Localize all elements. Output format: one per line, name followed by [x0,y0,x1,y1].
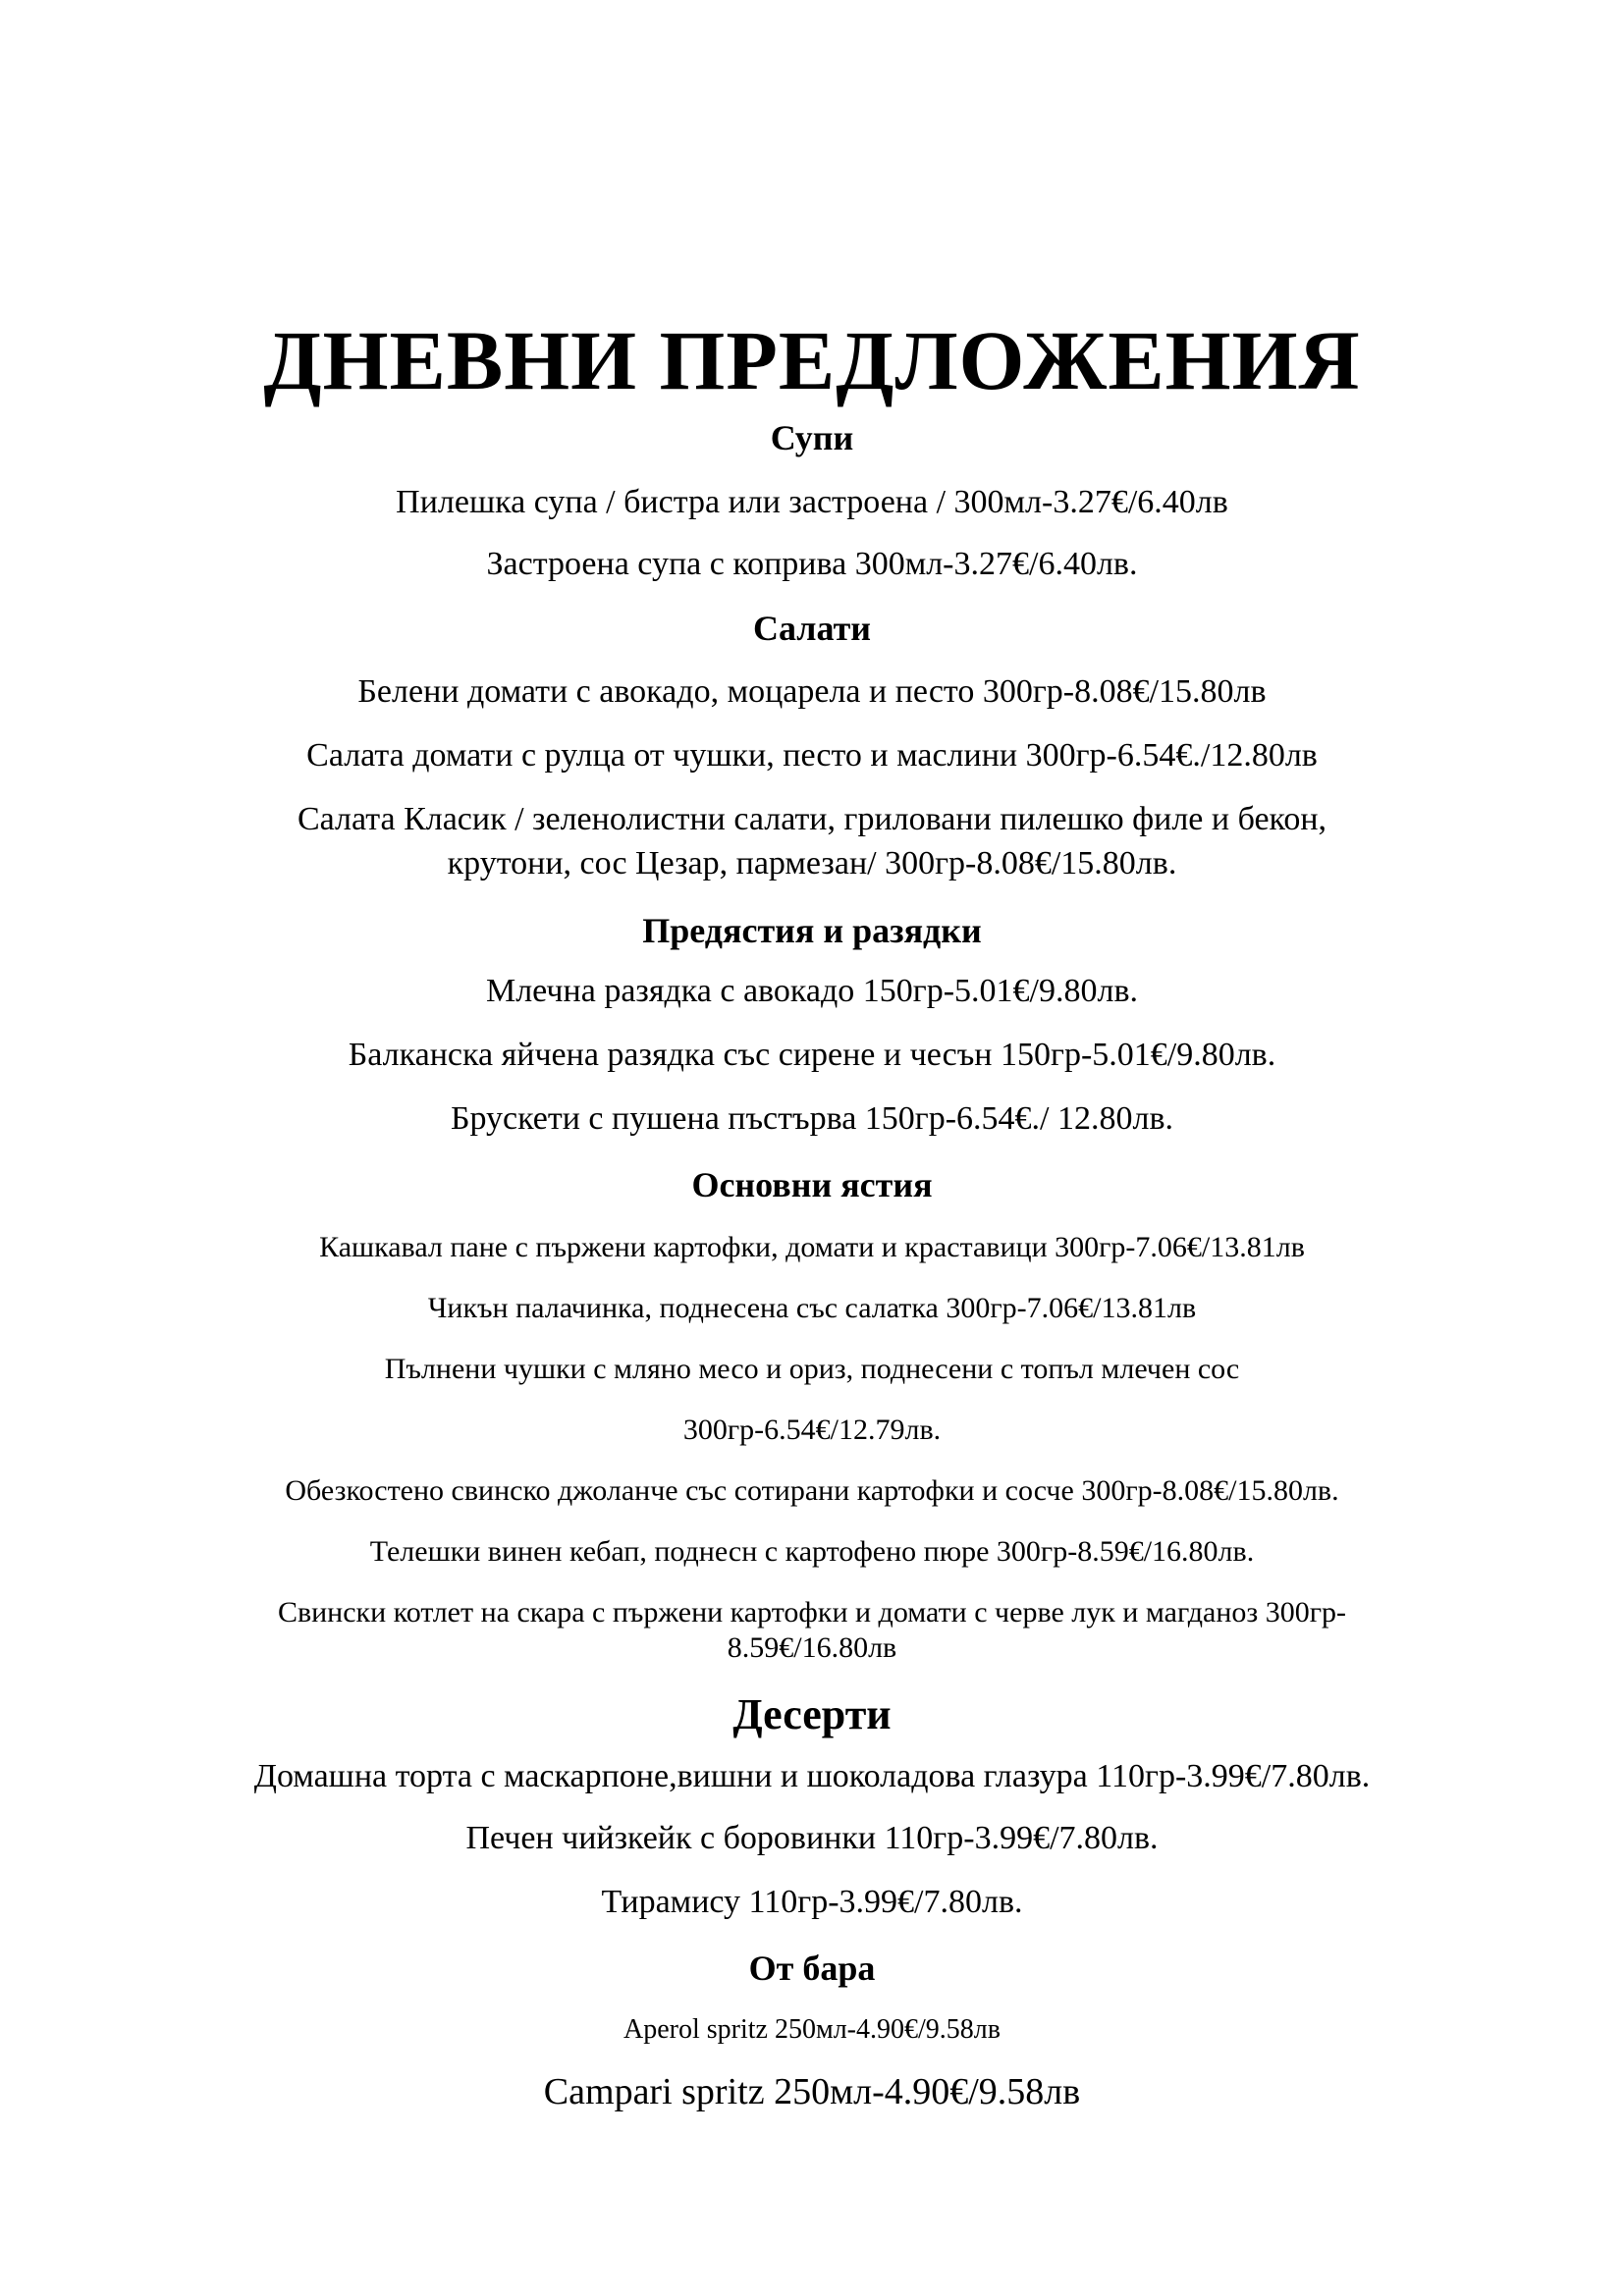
section-heading-starters: Предястия и разядки [642,911,982,950]
section-heading-mains: Основни ястия [691,1165,933,1204]
menu-item: Домашна торта с маскарпоне,вишни и шоколадова глазура 110гр-3.99€/7.80лв. [253,1758,1371,1794]
menu-item: Кашкавал пане с пържени картофки, домати и краставици 300гр-7.06€/13.81лв [319,1231,1305,1263]
menu-item: Белени домати с авокадо, моцарела и песто 300гр-8.08€/15.80лв [357,673,1267,710]
menu-item: Чикън палачинка, поднесена със салатка 300гр-7.06€/13.81лв [427,1292,1197,1324]
menu-item: Брускети с пушена пъстърва 150гр-6.54€./ 12.80лв. [450,1100,1174,1137]
menu-item: Campari spritz 250мл-4.90€/9.58лв [543,2071,1081,2112]
menu-item: Млечна разядка с авокадо 150гр-5.01€/9.80лв. [485,973,1138,1009]
menu-item: Печен чийзкейк с боровинки 110гр-3.99€/7.80лв. [465,1820,1159,1856]
menu-item: Телешки винен кебап, поднесн с картофено пюре 300гр-8.59€/16.80лв. [369,1535,1255,1568]
section-heading-desserts: Десерти [732,1690,892,1738]
menu-item: крутони, сос Цезар, пармезан/ 300гр-8.08€/15.80лв. [447,845,1177,881]
menu-item: Тирамису 110гр-3.99€/7.80лв. [601,1884,1023,1920]
menu-item: Пълнени чушки с мляно месо и ориз, поднесени с топъл млечен сос [384,1353,1240,1385]
page-title: ДНЕВНИ ПРЕДЛОЖЕНИЯ [263,313,1361,407]
menu-item: Пилешка супа / бистра или застроена / 300мл-3.27€/6.40лв [396,484,1228,520]
menu-item: 300гр-6.54€/12.79лв. [682,1414,942,1446]
menu-item: 8.59€/16.80лв [727,1631,897,1664]
menu-item: Обезкостено свинско джоланче със сотирани картофки и сосче 300гр-8.08€/15.80лв. [285,1474,1339,1507]
section-heading-soups: Супи [770,418,854,457]
section-heading-salads: Салати [752,609,871,648]
menu-item: Салата Класик / зеленолистни салати, гриловани пилешко филе и бекон, [297,801,1327,837]
menu-item: Застроена супа с коприва 300мл-3.27€/6.40лв. [486,546,1138,582]
menu-item: Свински котлет на скара с пържени картофки и домати с черве лук и магданоз 300гр- [277,1596,1347,1629]
menu-item: Aperol spritz 250мл-4.90€/9.58лв [623,2014,1001,2045]
menu-item: Балканска яйчена разядка със сирене и чесън 150гр-5.01€/9.80лв. [348,1037,1276,1073]
section-heading-bar: От бара [748,1949,876,1988]
menu-item: Салата домати с рулца от чушки, песто и маслини 300гр-6.54€./12.80лв [306,737,1318,774]
